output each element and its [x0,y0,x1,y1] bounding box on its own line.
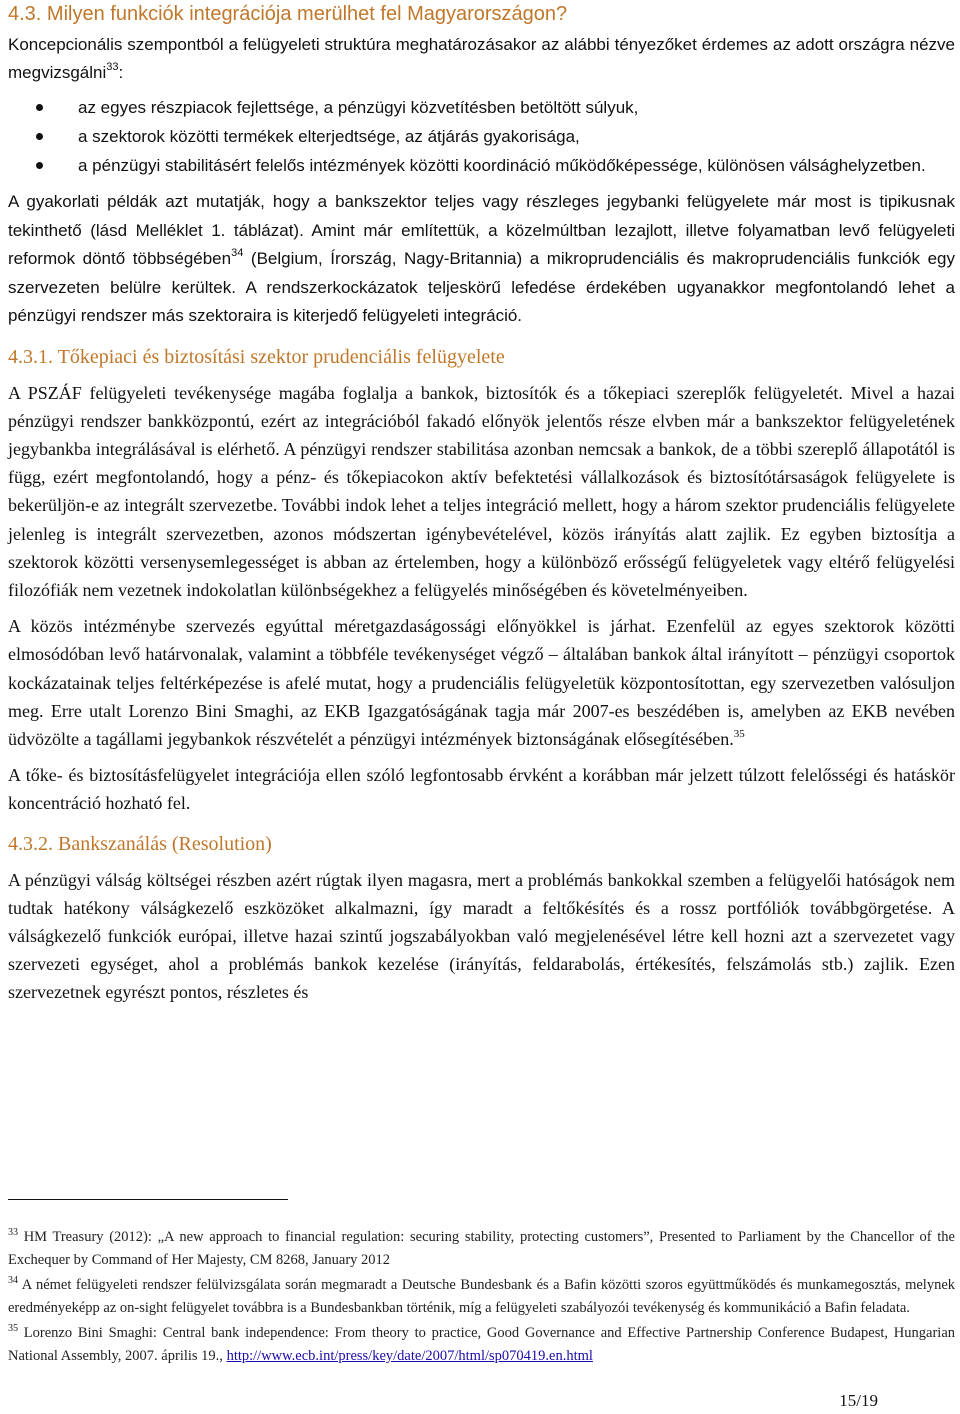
footnote-ref-35[interactable]: 35 [733,727,745,740]
body-paragraph: A pénzügyi válság költségei részben azért rúgtak ilyen magasra, mert a problémás bankokkal szemben a felügyelői hatóságok nem tudtak hatékony válságkezelő eszközöket alkalmazni, így maradt a feltőkésítés és a rossz portfóliók továbbgörgetése. A válságkezelő funkciók európai, illetve hazai szintű jogszabályokban való megjelenésével létre kell hozni azt a szervezetet vagy szervezeti egységet, ahol a problémás bankok kezelése (irányítás, feldarabolás, értékesítés, felszámolás stb.) zajlik. Ezen szervezetnek egyrészt pontos, részletes és [8,869,955,1003]
paragraph-text: A gyakorlati példák azt mutatják, hogy a bankszektor teljes vagy részleges jegybanki felügyelete már most is tipikusnak tekinthető (lásd Melléklet 1. táblázat). Amint már említettük, a közelmúltban lezajlott, illetve folyamatban levő felügyeleti reformok döntő többségében [8,192,955,268]
bullet-icon [36,133,43,140]
bullet-list [8,93,955,180]
page-number: 15/19 [839,1391,878,1410]
subsection-heading [8,830,955,858]
bullet-icon [36,162,43,169]
subsection-heading [8,343,955,371]
bullet-item [8,122,955,151]
footnote-text: Lorenzo Bini Smaghi: Central bank independence: From theory to practice, Good Governance and Effective Partnership Conference Budapest, Hungarian National Assembly, 2007. április 19., [8,1325,956,1364]
intro-text: Koncepcionális szempontból a felügyeleti struktúra meghatározásakor az alábbi tényezőket érdemes az adott országra nézve megvizsgálni [8,35,955,82]
bullet-text: az egyes részpiacok fejlettsége, a pénzügyi közvetítésben betöltött súlyuk, [78,98,639,117]
bullet-item [8,93,955,122]
bullet-text: a pénzügyi stabilitásért felelős intézmények közötti koordináció működőképessége, különösen válsághelyzetben. [78,156,926,175]
subsection-number: 4.3.1. [8,345,53,368]
body-paragraph [8,188,955,331]
footnote-35 [8,1322,955,1368]
footnote-ref-34[interactable]: 34 [231,247,244,259]
body-paragraph: A tőke- és biztosításfelügyelet integrációja ellen szóló legfontosabb érvként a korábban már jelzett túlzott felelősségi és hatáskör koncentráció hozható fel. [8,765,955,814]
body-paragraph [8,612,955,753]
bullet-icon [36,104,43,111]
subsection-title: Tőkepiaci és biztosítási szektor prudenciális felügyelete [57,345,505,368]
bullet-text: a szektorok közötti termékek elterjedtsége, az átjárás gyakorisága, [78,127,580,146]
footnote-text: A német felügyeleti rendszer felülvizsgálata során megmaradt a Deutsche Bundesbank és a Bafin közötti szoros együttműködés és munkamegosztás, melynek eredményeképp az on-sight felügyelet továbbra is a Bundesbankban történik, míg a felügyeleti szabályozói tevékenység és kommunikáció a Bafin feladata. [8,1277,956,1316]
footnote-divider [8,1199,288,1200]
section-heading: 4.3. Milyen funkciók integrációja merülhet fel Magyarországon? [8,3,568,25]
paragraph-text: (Belgium, Írország, Nagy-Britannia) a mikroprudenciális és makroprudenciális funkciók egy szervezeten belülre kerültek. A rendszerkockázatok teljeskörű lefedése érdekében ugyanakkor megfontolandó lehet a pénzügyi rendszer más szektoraira is kiterjedő felügyeleti integráció. [8,249,956,325]
footnotes [8,1226,955,1370]
footnote-33 [8,1226,955,1272]
footnote-number: 33 [8,1227,18,1238]
bullet-item [8,151,955,180]
subsection-title: Bankszanálás (Resolution) [58,832,272,855]
intro-tail: : [118,63,124,82]
document-page [8,0,955,1007]
paragraph-text: A közös intézménybe szervezés egyúttal méretgazdaságossági előnyökkel is járhat. Ezenfelül az egyes szektorok közötti elmosódóban levő határvonalak, valamint a többféle tevékenységet végző – általában bankok által irányított – pénzügyi csoportok kockázatainak teljes feltérképezése is afelé mutat, hogy a prudenciális felügyeletük központosítottan, egy szervezetben valósuljon meg. Erre utalt Lorenzo Bini Smaghi, az EKB Igazgatóságának tagja már 2007-es beszédében is, amelyben az EKB nevében üdvözölte a tagállami jegybankok részvételét a pénzügyi intézmények biztonságának elősegítésében. [8,616,955,749]
intro-paragraph [8,31,955,87]
footnote-ref-33[interactable]: 33 [106,61,119,73]
body-paragraph: A PSZÁF felügyeleti tevékenysége magába foglalja a bankok, biztosítók és a tőkepiaci szereplők felügyeletét. Mivel a hazai pénzügyi rendszer bankközpontú, ezért az integrációból fakadó előnyök jelentős része elvben már a bankszektor felügyeletének jegybankba integrálásával is elérhető. A pénzügyi rendszer stabilitása azonban nemcsak a bankok, de a többi szereplő állapotától is függ, ezért megfontolandó, hogy a pénz- és tőkepiacokon aktív befektetési vállalkozások és biztosítótársaságok felügyelete is bekerüljön-e az integrált szervezetbe. További indok lehet a teljes integráció mellett, hogy a három szektor prudenciális felügyelete jelenleg is integrált szervezetben, azonos módszertan igénybevételével, közös irányítás alatt zajlik. Ez egyben biztosítja a szektorok közötti versenysemlegességet is abban az értelemben, hogy a különböző erősségű felügyeletek vagy eltérő felügyelési filozófiák nem vezetnek indokolatlan különbségekhez a felügyelés minőségében és követelményeiben. [8,382,955,600]
footnote-number: 35 [8,1323,18,1334]
ecb-link[interactable]: http://www.ecb.int/press/key/date/2007/html/sp070419.en.html [226,1348,593,1364]
footnote-34 [8,1274,955,1320]
footnote-number: 34 [8,1275,18,1286]
subsection-number: 4.3.2. [8,832,53,855]
footnote-text: HM Treasury (2012): „A new approach to financial regulation: securing stability, protecting customers”, Presented to Parliament by the Chancellor of the Exchequer by Command of Her Majesty, CM 8268, January 2012 [8,1229,955,1268]
